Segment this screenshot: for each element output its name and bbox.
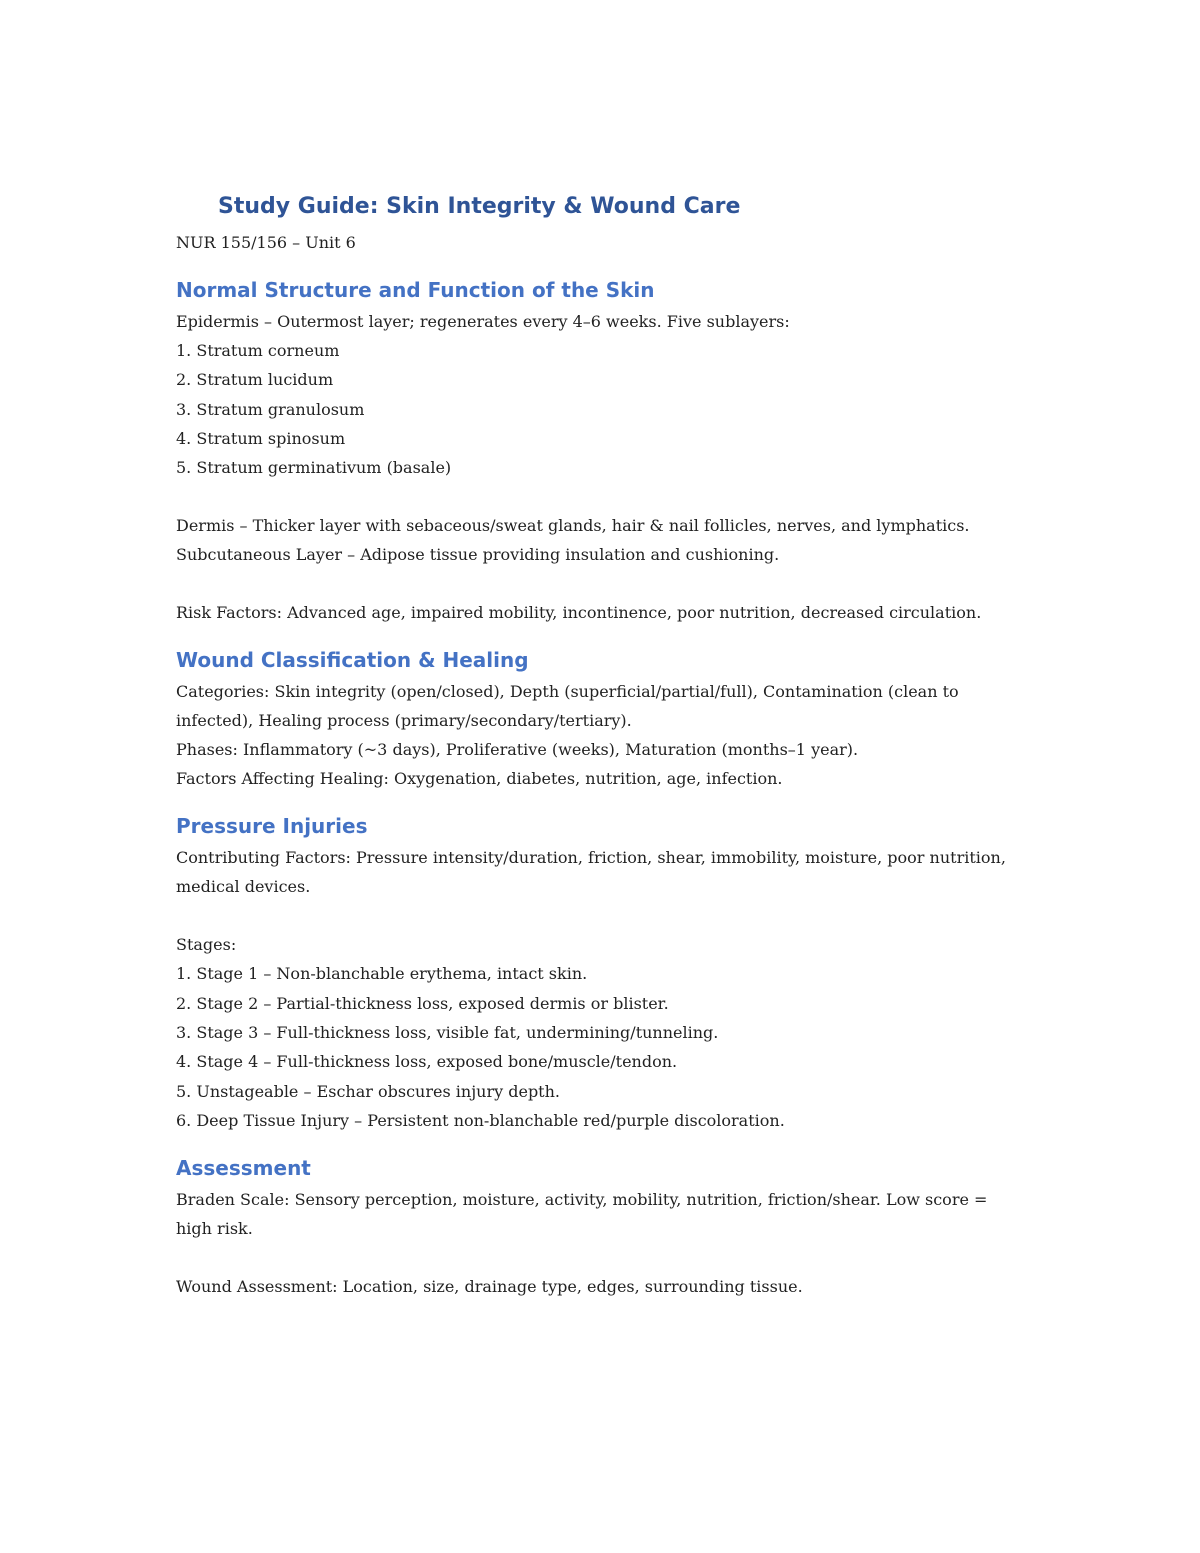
categories-text: Categories: Skin integrity (open/closed), Depth (superficial/partial/full), Contamination (clean to infected), Healing process (primary/secondary/tertiary). [176,682,959,731]
list-item: 4. Stage 4 – Full-thickness loss, exposed bone/muscle/tendon. [176,1052,678,1072]
stages-list [176,959,1006,1135]
section-assessment [176,1153,1006,1301]
epidermis-text: Epidermis – Outermost layer; regenerates every 4–6 weeks. Five sublayers: [176,312,790,331]
section-skin-structure [176,275,1006,627]
dermis-text: Dermis – Thicker layer with sebaceous/sweat glands, hair & nail follicles, nerves, and lymphatics. [176,516,970,536]
document-subtitle: NUR 155/156 – Unit 6 [176,233,356,252]
section-heading: Normal Structure and Function of the Skin [176,278,655,302]
document-body [176,190,1006,1319]
list-item: 1. Stage 1 – Non-blanchable erythema, intact skin. [176,964,588,984]
stages-label: Stages: [176,935,237,955]
sublayer-list [176,336,1006,482]
contributing-factors-text: Contributing Factors: Pressure intensity/duration, friction, shear, immobility, moisture, poor nutrition, medical devices. [176,848,1006,897]
list-item: 4. Stratum spinosum [176,428,346,448]
spacer [176,482,1006,511]
risk-factors-text: Risk Factors: Advanced age, impaired mobility, incontinence, poor nutrition, decreased circulation. [176,603,982,623]
braden-scale-text: Braden Scale: Sensory perception, moisture, activity, mobility, nutrition, friction/shear. Low score = high risk. [176,1190,988,1239]
spacer [176,569,1006,598]
subcutaneous-text: Subcutaneous Layer – Adipose tissue providing insulation and cushioning. [176,545,780,565]
section-heading: Assessment [176,1156,311,1181]
section-pressure-injuries [176,811,1006,1135]
list-item: 1. Stratum corneum [176,341,340,360]
phases-text: Phases: Inflammatory (~3 days), Proliferative (weeks), Maturation (months–1 year). [176,740,859,760]
list-item: 5. Stratum germinativum (basale) [176,458,452,478]
list-item: 3. Stage 3 – Full-thickness loss, visible fat, undermining/tunneling. [176,1023,719,1043]
spacer [176,901,1006,930]
healing-factors-text: Factors Affecting Healing: Oxygenation, diabetes, nutrition, age, infection. [176,769,783,789]
document-title: Study Guide: Skin Integrity & Wound Care [218,194,741,219]
list-item: 2. Stratum lucidum [176,370,334,390]
list-item: 3. Stratum granulosum [176,399,365,419]
wound-assessment-text: Wound Assessment: Location, size, drainage type, edges, surrounding tissue. [176,1277,803,1297]
list-item: 5. Unstageable – Eschar obscures injury depth. [176,1081,560,1101]
section-wound-classification [176,645,1006,793]
section-heading: Wound Classification & Healing [176,648,529,673]
spacer [176,1243,1006,1272]
section-heading: Pressure Injuries [176,814,368,839]
list-item: 2. Stage 2 – Partial-thickness loss, exposed dermis or blister. [176,993,669,1013]
list-item: 6. Deep Tissue Injury – Persistent non-blanchable red/purple discoloration. [176,1110,785,1130]
